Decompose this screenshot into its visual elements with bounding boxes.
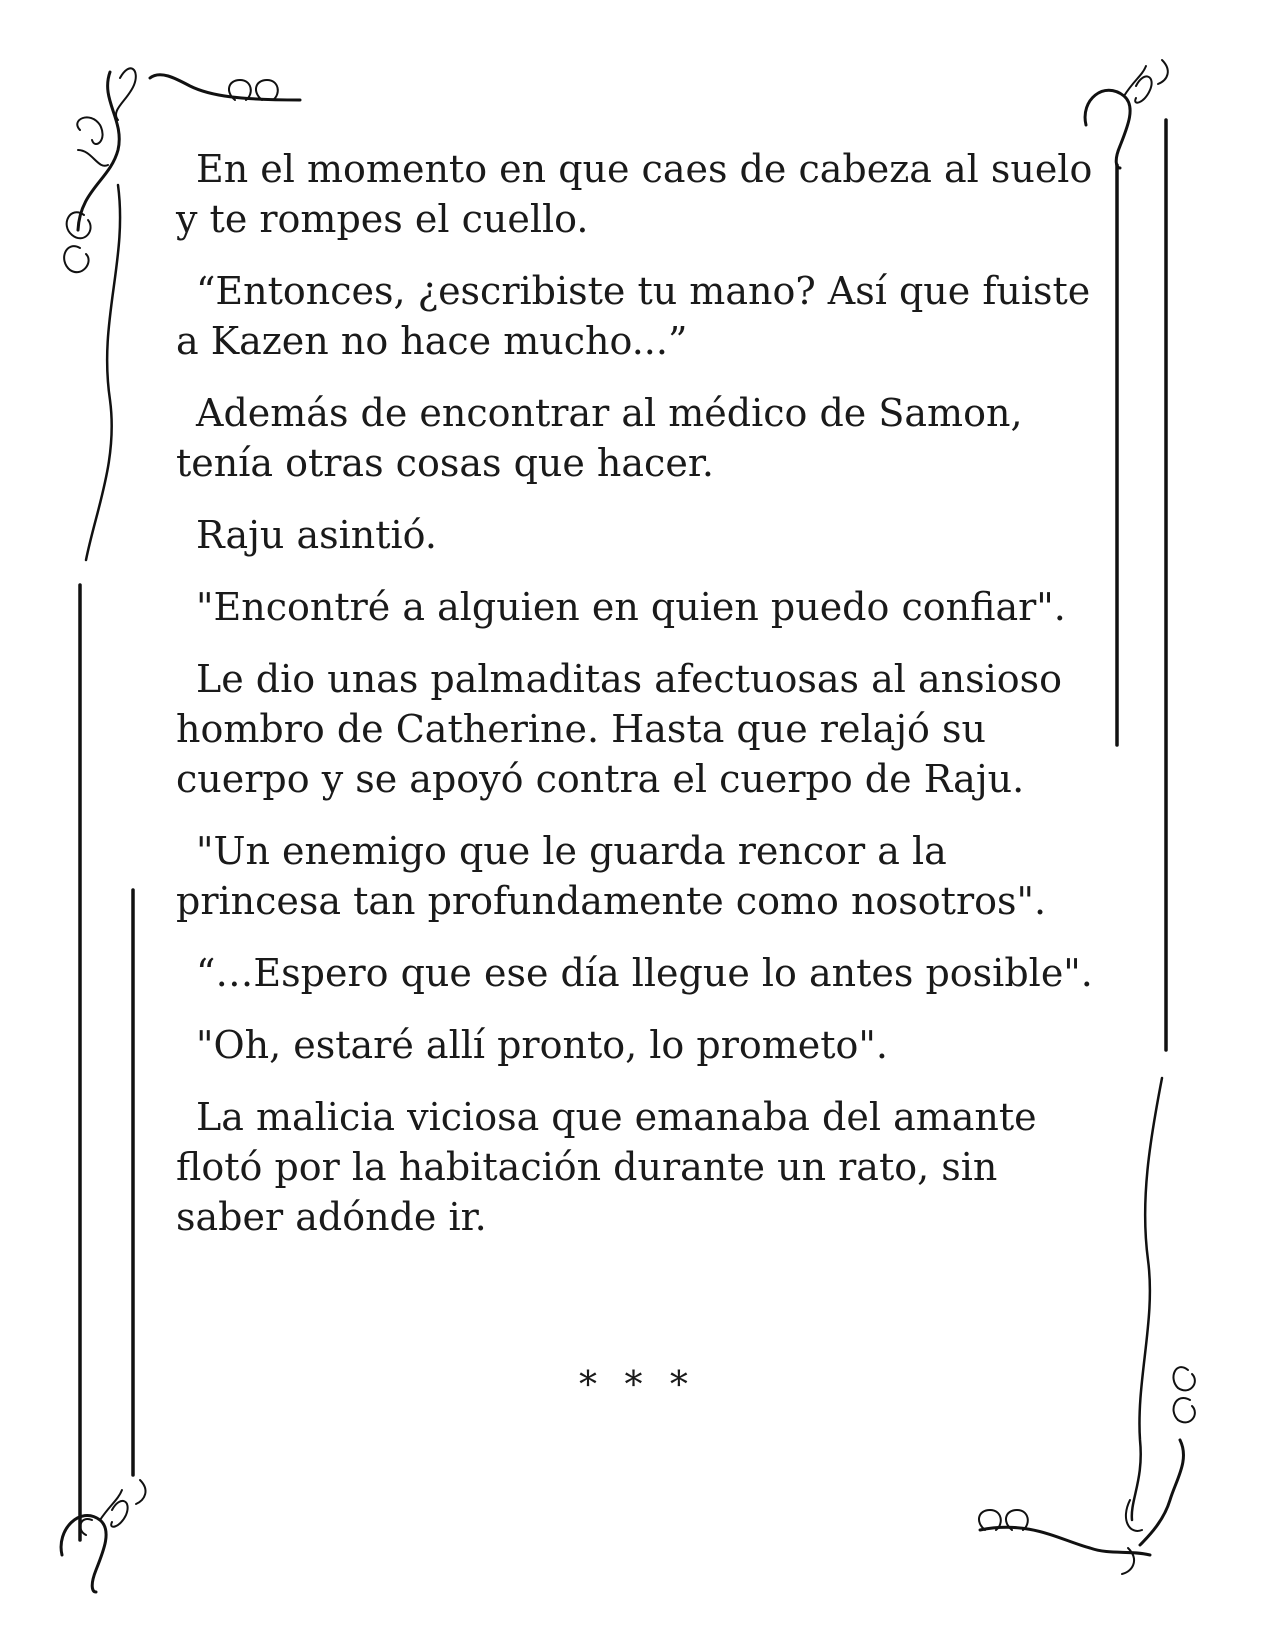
paragraph: "Oh, estaré allí pronto, lo prometo". (196, 1023, 888, 1067)
paragraph: "Un enemigo que le guarda rencor a la princesa tan profundamente como nosotros". (176, 829, 1047, 923)
paragraph: La malicia viciosa que emanaba del amante flotó por la habitación durante un rato, sin saber adónde ir. (176, 1095, 1037, 1239)
paragraph: "Encontré a alguien en quien puedo confiar". (196, 585, 1066, 629)
bottom-left-flourish-icon (61, 1480, 145, 1592)
paragraph: “Entonces, ¿escribiste tu mano? Así que fuiste a Kazen no hace mucho...” (176, 269, 1091, 363)
paragraph: “…Espero que ese día llegue lo antes posible". (196, 951, 1093, 995)
paragraph: En el momento en que caes de cabeza al suelo y te rompes el cuello. (176, 147, 1093, 241)
top-right-flourish-icon (1085, 60, 1168, 1050)
paragraph: Además de encontrar al médico de Samon, tenía otras cosas que hacer. (176, 391, 1023, 485)
paragraph: Le dio unas palmaditas afectuosas al ansioso hombro de Catherine. Hasta que relajó su cuerpo y se apoyó contra el cuerpo de Raju. (176, 657, 1063, 801)
body-text (176, 144, 1096, 1264)
scene-break-divider: * * * (579, 1365, 696, 1406)
paragraph: Raju asintió. (196, 513, 437, 557)
